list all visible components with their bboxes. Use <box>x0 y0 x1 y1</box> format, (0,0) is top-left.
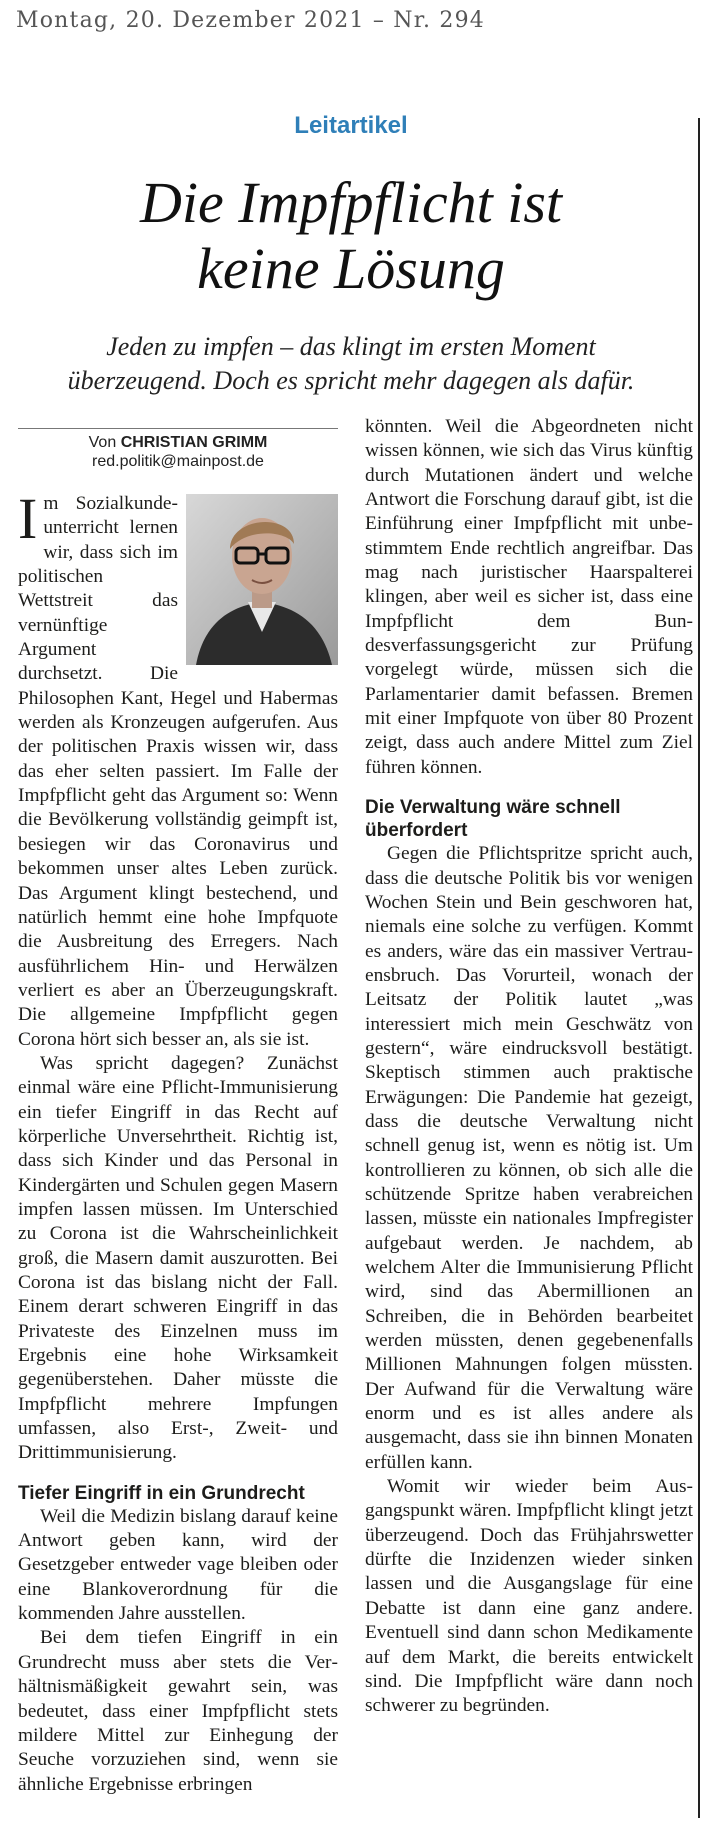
headline-line-1: Die Impfpflicht ist <box>139 170 563 235</box>
author-name: CHRISTIAN GRIMM <box>120 434 268 451</box>
dateline: Montag, 20. Dezember 2021 – Nr. 294 <box>16 8 485 33</box>
paragraph-4: Bei dem tiefen Eingriff in ein Grundrecht muss aber stets die Verhältnismäßigkeit gewahrt sein, was bedeutet, dass einer Impfpflicht stets mildere Mittel zur Einhegung der Seuche vorzuziehen sind, wenn sie ähnliche Ergebnisse erbringen <box>18 1627 338 1795</box>
drop-cap: I <box>18 486 38 551</box>
article-column-1 <box>18 486 338 1797</box>
paragraph-6: Gegen die Pflichtspritze spricht auch, dass die deutsche Politik bis vor wenigen Wochen Stein und Bein geschworen hat, niemals eine solche zu verfügen. Kommt es anders, wäre das ein massiver Vertrauensbruch. Das Vorurteil, wonach der Leitsatz der Politik lautet „was interessiert mich mein Geschwätz von gestern“, wäre eindrucksvoll bestätigt. Skeptisch stimmen auch praktische Erwägungen: Die Pandemie hat gezeigt, dass die deutsche Verwaltung nicht schnell genug ist, wenn es nötig ist. Um kontrollieren zu können, ob sich alle die schützende Spritze haben verabreichen lassen, müsste ein nationales Impfregister aufgebaut werden. Je nachdem, ab welchem Alter die Immunisierung Pflicht wird, sind das Abermillionen an Schreiben, die in Behörden bearbeitet werden müssten, denen gegebenenfalls Millionen Mahnungen folgen müssten. Der Aufwand für die Verwaltung wäre enorm und es ist alles andere als ausgemacht, dass sie ihn binnen Monaten erfüllen kann. <box>365 843 693 1473</box>
byline <box>18 428 338 471</box>
article-column-2 <box>365 415 693 1719</box>
paragraph-2: Was spricht dagegen? Zunächst einmal wäre eine Pflicht-Immunisierung ein tiefer Eingriff in das Recht auf körperliche Unversehrtheit. Richtig ist, dass sich Kinder und das Personal in Kindergärten und Schulen gegen Masern impfen lassen müssen. Im Unterschied zu Corona ist die Wahrscheinlichkeit groß, die Masern damit auszurotten. Bei Corona ist das bislang nicht der Fall. Einem derart schweren Eingriff in das Privateste des Einzelnen muss im Ergebnis eine hohe Wirksamkeit gegenüberstehen. Daher müsste die Impfpflicht mehrere Impfungen umfassen, also Erst-, Zweit- und Drittimmunisierung. <box>18 1052 338 1464</box>
subheading-1: Tiefer Eingriff in ein Grundrecht <box>18 1482 305 1504</box>
subhead-line-2: überzeugend. Doch es spricht mehr dagegen als dafür. <box>67 366 635 395</box>
author-portrait-icon <box>186 494 338 665</box>
paragraph-1-text: m Sozialkundeunterricht lernen wir, dass sich im politischen Wettstreit das vernünftige Argument durchsetzt. Die Philosophen Kant, Hegel und Habermas werden als Kronzeugen aufgerufen. Aus der politischen Praxis wissen wir, dass das eher selten passiert. Im Falle der Impfpflicht geht das Argument so: Wenn die Bevölkerung vollständig geimpft ist, besiegen wir das Coronavirus und bekommen unser altes Leben zurück. Das Argument klingt bestechend, und natürlich hemmt eine hohe Impfquote die Ausbreitung des Erregers. Nach ausführlichem Hin- und Herwälzen verliert es aber an Überzeugungskraft. Die allgemeine Impfpflicht gegen Corona hört sich besser an, als sie ist. <box>18 493 338 1050</box>
headline <box>0 170 702 302</box>
subheadline <box>0 330 702 398</box>
byline-prefix: Von <box>88 434 117 451</box>
paragraph-5: könnten. Weil die Abgeordneten nicht wissen können, wie sich das Virus künftig durch Mutationen ändert und welche Antwort die Forschung darauf gibt, ist die Einführung einer Impfpflicht mit unbestimmtem Ende rechtlich angreifbar. Das mag nach juristischer Haarspalterei klingen, aber weil es sicher ist, dass eine Impfpflicht dem Bundesverfassungsgericht zur Prüfung vorgelegt würde, müssen sich die Parlamentarier damit befassen. Bremen mit einer Impfquote von über 80 Prozent zeigt, dass auch andere Mittel zum Ziel führen können. <box>365 416 693 778</box>
paragraph-3: Weil die Medizin bislang darauf keine Antwort geben kann, wird der Gesetzgeber entweder vage bleiben oder eine Blankoverordnung für die kommenden Jahre ausstellen. <box>18 1505 338 1625</box>
headline-line-2: keine Lösung <box>197 236 505 301</box>
paragraph-7: Womit wir wieder beim Ausgangspunkt wären. Impfpflicht klingt jetzt überzeugend. Doch das Frühjahrswetter dürfte die Inzidenzen wieder sinken lassen und die Ausgangslage für eine Debatte ist dann eine ganz andere. Eventuell sind dann schon Medikamente auf dem Markt, die bereits entwickelt sind. Die Impfpflicht wäre dann noch schwerer zu begründen. <box>365 1476 693 1717</box>
author-line <box>18 433 338 452</box>
kicker: Leitartikel <box>294 112 408 139</box>
subheading-2: Die Verwaltung wäre schnell überfordert <box>365 797 621 842</box>
author-email: red.politik@mainpost.de <box>92 453 264 470</box>
subhead-line-1: Jeden zu impfen – das klingt im ersten Moment <box>106 332 596 361</box>
author-photo <box>186 494 338 665</box>
